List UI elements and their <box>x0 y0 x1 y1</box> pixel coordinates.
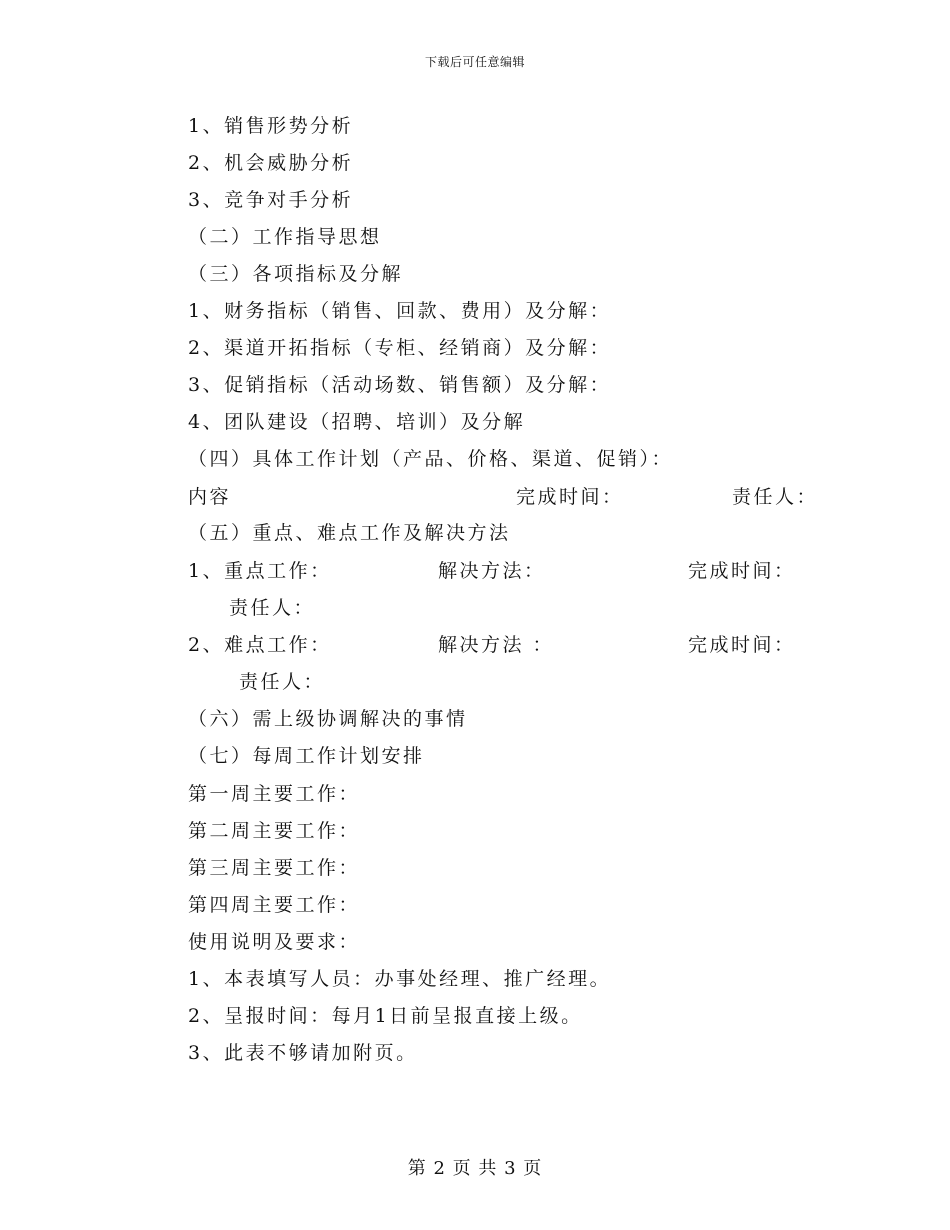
plan-content-label: 内容 <box>188 486 232 508</box>
item-financial-indicators: 1、财务指标（销售、回款、费用）及分解： <box>188 300 612 322</box>
item-opportunity-threat: 2、机会威胁分析 <box>188 152 354 174</box>
plan-time-label: 完成时间： <box>516 486 624 508</box>
key-work-time: 完成时间： <box>688 560 796 582</box>
instruction-filler: 1、本表填写人员：办事处经理、推广经理。 <box>188 968 612 990</box>
key-work-responsible: 责任人： <box>229 597 316 619</box>
section-guiding-ideology: （二）工作指导思想 <box>188 226 382 248</box>
item-team-building: 4、团队建设（招聘、培训）及分解 <box>188 411 526 433</box>
difficult-work-responsible: 责任人： <box>239 671 326 693</box>
week-1-work: 第一周主要工作： <box>188 783 361 805</box>
week-4-work: 第四周主要工作： <box>188 894 361 916</box>
difficult-work-method: 解决方法 ： <box>438 634 555 656</box>
difficult-work-label: 2、难点工作： <box>188 634 332 656</box>
instruction-submit-time: 2、呈报时间：每月1日前呈报直接上级。 <box>188 1005 583 1027</box>
item-channel-indicators: 2、渠道开拓指标（专柜、经销商）及分解： <box>188 337 612 359</box>
section-key-difficult: （五）重点、难点工作及解决方法 <box>188 522 511 544</box>
page-number: 第 2 页 共 3 页 <box>407 1158 543 1179</box>
difficult-work-time: 完成时间： <box>688 634 796 656</box>
item-promotion-indicators: 3、促销指标（活动场数、销售额）及分解： <box>188 374 612 396</box>
section-weekly-plan: （七）每周工作计划安排 <box>188 745 425 767</box>
section-indicators: （三）各项指标及分解 <box>188 263 404 285</box>
key-work-label: 1、重点工作： <box>188 560 332 582</box>
section-coordination: （六）需上级协调解决的事情 <box>188 708 468 730</box>
key-work-method: 解决方法： <box>438 560 546 582</box>
page-header: 下载后可任意编辑 <box>424 55 525 69</box>
section-work-plan: （四）具体工作计划（产品、价格、渠道、促销）： <box>188 448 674 470</box>
instruction-attachment: 3、此表不够请加附页。 <box>188 1042 418 1064</box>
usage-instructions: 使用说明及要求： <box>188 931 361 953</box>
item-competitor: 3、竞争对手分析 <box>188 189 354 211</box>
week-2-work: 第二周主要工作： <box>188 820 361 842</box>
item-sales-situation: 1、销售形势分析 <box>188 115 354 137</box>
week-3-work: 第三周主要工作： <box>188 857 361 879</box>
plan-responsible-label: 责任人： <box>732 486 819 508</box>
